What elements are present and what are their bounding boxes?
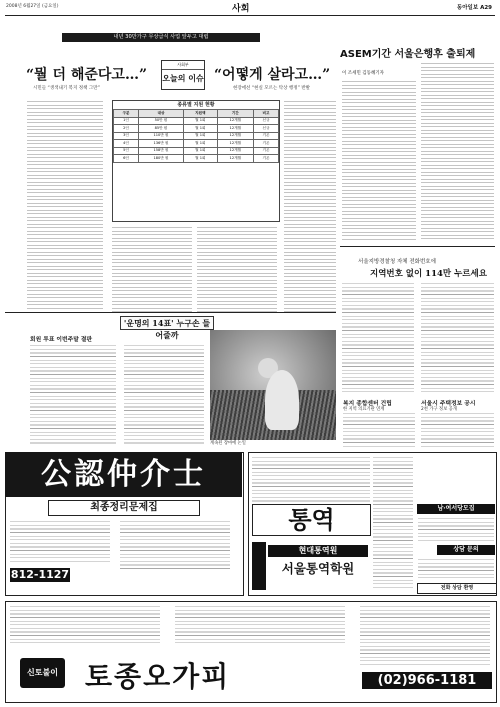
section-b-sub: 서울지방경찰청 자체 전화번호에: [358, 259, 436, 265]
asem-text-1: [342, 80, 416, 240]
table-row: [114, 117, 279, 125]
table-header-cell: 대상: [138, 110, 183, 118]
photo-caption: 계속된 장마에 논일: [210, 441, 246, 446]
col-a-sub: 한 지역 의료기관 연계: [343, 407, 385, 412]
table-cell: 신규: [254, 125, 279, 133]
table-cell: 136만 원: [138, 140, 183, 148]
tongyeok-ad-text: [252, 456, 370, 502]
table-cell: 월 1회: [183, 155, 217, 163]
section-b-headline: 지역번호 없이 114만 누르세요: [370, 269, 487, 279]
header-date: 2008년 6월27일 (금요일): [6, 4, 59, 9]
body-text-col-4: [284, 100, 336, 312]
col-a-title: 복지 종합센터 건립: [343, 401, 392, 407]
table-cell: 12개월: [217, 140, 253, 148]
section-b-text-2: [421, 282, 494, 392]
gosi-ad-text-2: [120, 520, 230, 572]
sub-right: 현장에선 “현실 모르는 탁상 행정” 반발: [233, 86, 311, 91]
table-header-cell: 지원액: [183, 110, 217, 118]
tongyeok-title: 통역: [252, 504, 371, 536]
table-cell: 기존: [254, 132, 279, 140]
table-cell: 12개월: [217, 117, 253, 125]
table-cell: 월 1회: [183, 125, 217, 133]
table-header-cell: 구분: [114, 110, 139, 118]
hyundai-title: 현대통역원: [268, 545, 368, 557]
bottom-ad-text-1: [10, 605, 160, 645]
table-title: 종류별 지원 현황: [177, 102, 215, 108]
gosi-phone: 812-1127: [10, 568, 70, 581]
feature-kicker: 내년 30만가구 무상급식 사업 앞두고 대립: [62, 33, 260, 42]
section-b-text-1: [342, 282, 414, 392]
right-ad-head: 남·여서당모집: [417, 504, 495, 514]
vertical-bar: [252, 542, 266, 590]
col-b-text: [421, 412, 494, 448]
table-row: [114, 155, 279, 163]
asem-headline: ASEM기간 서울은행후 출퇴제: [340, 49, 476, 60]
table-cell: 2인: [114, 125, 139, 133]
photo-story-sub: 회원 투표 이번주말 결판: [30, 337, 93, 343]
section-title: 사회: [232, 4, 250, 14]
table-cell: 월 1회: [183, 132, 217, 140]
bottom-ad-text-2: [175, 605, 345, 645]
asem-rule: [340, 246, 495, 247]
asem-text-2: [421, 62, 494, 240]
gosi-title: 公認仲介士: [5, 452, 242, 497]
field-photo: [210, 330, 336, 440]
table-cell: 기존: [254, 147, 279, 155]
body-text-col-2: [112, 226, 192, 312]
table-cell: 85만 원: [138, 125, 183, 133]
seoul-title: 서울통역학원: [281, 561, 355, 576]
bottom-ad-phone: (02)966-1181: [362, 672, 492, 689]
table-cell: 158만 원: [138, 147, 183, 155]
right-ad-text-2: [418, 558, 494, 580]
table-cell: 기존: [254, 140, 279, 148]
support-table-grid: [113, 109, 279, 163]
table-cell: 110만 원: [138, 132, 183, 140]
badge-top: 사회부: [162, 61, 204, 70]
sub-left: 시민들 “생색내기 복지 정책 그만”: [33, 86, 100, 91]
table-row: [114, 125, 279, 133]
col-b-sub: 2천 가구 정보 공개: [421, 407, 457, 412]
body-text-col-3: [197, 226, 277, 312]
table-cell: 3인: [114, 132, 139, 140]
body-text-col-1: [27, 100, 103, 310]
support-table: [112, 100, 280, 222]
publication-label: 동아일보 A29: [456, 5, 492, 11]
table-cell: 1인: [114, 117, 139, 125]
right-ad-bottom: 전화 상담 환영: [417, 583, 497, 594]
table-cell: 6인: [114, 155, 139, 163]
right-ad-mid: 상담 문의: [437, 545, 495, 555]
table-cell: 5인: [114, 147, 139, 155]
table-cell: 월 1회: [183, 117, 217, 125]
table-cell: 12개월: [217, 147, 253, 155]
issue-badge: [161, 60, 205, 90]
table-cell: 기존: [254, 155, 279, 163]
table-cell: 12개월: [217, 155, 253, 163]
headline-left: “뭘 더 해준다고…”: [26, 67, 147, 83]
mid-ad-text: [373, 456, 413, 590]
header-rule: [5, 15, 495, 16]
asem-byline: 이 조세민 김동혜기자: [342, 71, 384, 76]
headline-right: “어떻게 살라고…”: [214, 67, 331, 83]
bottom-ad-text-3: [360, 605, 490, 665]
table-cell: 월 1회: [183, 147, 217, 155]
table-header-cell: 기간: [217, 110, 253, 118]
table-row: [114, 147, 279, 155]
table-cell: 신규: [254, 117, 279, 125]
col-a-text: [343, 412, 415, 448]
table-cell: 12개월: [217, 132, 253, 140]
table-row: [114, 140, 279, 148]
table-row: [114, 132, 279, 140]
table-header-cell: 비고: [254, 110, 279, 118]
bottom-ad-name: 토종오가피: [85, 660, 231, 693]
gosi-subtitle: 최종정리문제집: [48, 500, 200, 516]
photo-story-kicker: '운명의 14표' 누구손 들어줄까: [120, 316, 214, 330]
right-ad-text-1: [418, 517, 494, 543]
table-cell: 월 1회: [183, 140, 217, 148]
mid-rule: [5, 312, 336, 313]
col-b-title: 서울시 주택정보 공시: [421, 401, 476, 407]
photo-text-2: [124, 344, 204, 444]
table-cell: 12개월: [217, 125, 253, 133]
badge-main: 오늘의 이슈: [162, 74, 204, 83]
photo-text-1: [30, 344, 116, 444]
table-cell: 4인: [114, 140, 139, 148]
bottom-logo: 신토불이: [20, 658, 65, 688]
table-cell: 180만 원: [138, 155, 183, 163]
table-cell: 50만 원: [138, 117, 183, 125]
gosi-ad-text: [10, 520, 110, 562]
